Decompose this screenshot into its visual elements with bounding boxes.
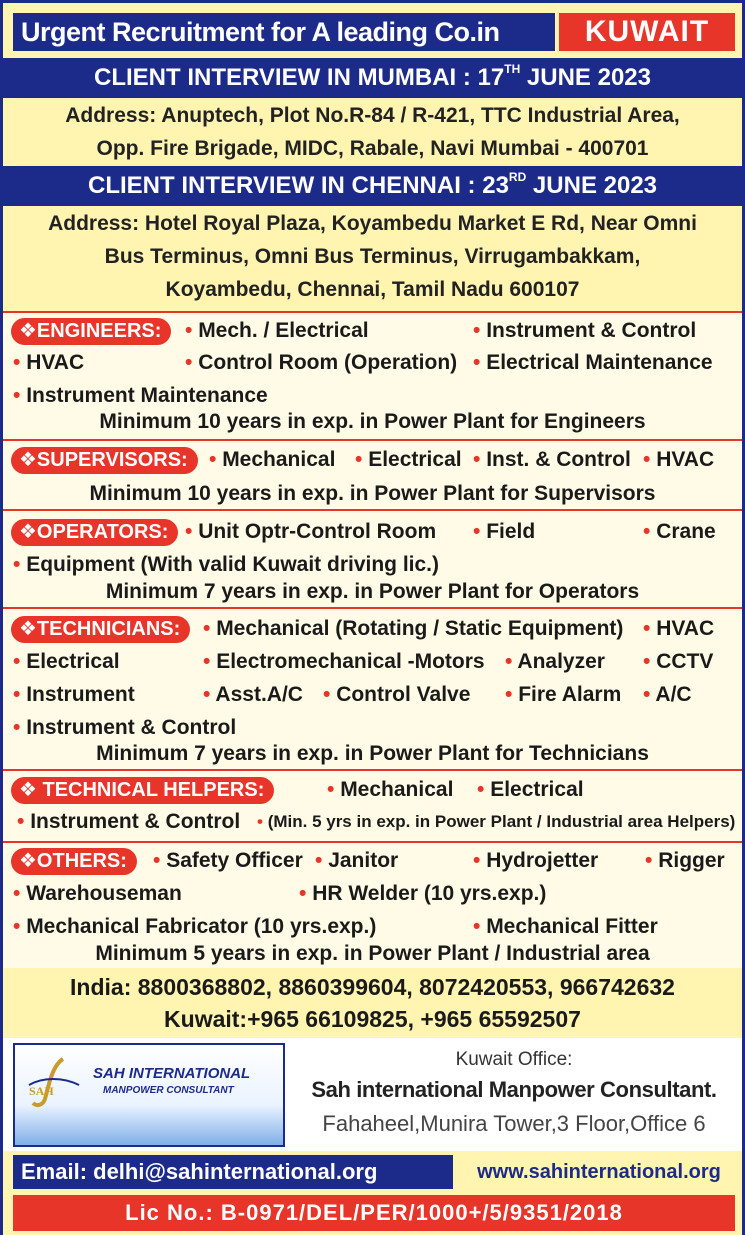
list-item: • Unit Optr-Control Room	[185, 519, 436, 545]
mumbai-interview-banner	[3, 58, 742, 98]
list-item: • Fire Alarm	[505, 682, 621, 708]
logo-title: SAH INTERNATIONAL	[93, 1065, 251, 1082]
logo-mark-text: SAH	[29, 1084, 54, 1098]
chennai-interview-month: JUNE 2023	[526, 172, 658, 199]
mumbai-interview-text: CLIENT INTERVIEW IN MUMBAI : 17	[94, 64, 505, 91]
engineers-label: ❖ENGINEERS:	[11, 318, 171, 345]
mumbai-address-line: Opp. Fire Brigade, MIDC, Rabale, Navi Mumbai - 400701	[96, 137, 649, 160]
list-item: • Janitor	[315, 848, 398, 874]
list-item: • Instrument & Control	[473, 318, 696, 344]
list-item: • Instrument & Control	[13, 715, 236, 741]
list-item: • HVAC	[13, 350, 84, 376]
list-item: • Electrical	[477, 777, 584, 803]
mumbai-address	[3, 98, 742, 166]
chennai-interview-text: CLIENT INTERVIEW IN CHENNAI : 23	[87, 172, 509, 199]
list-item: • Instrument Maintenance	[13, 383, 268, 409]
engineers-requirement: Minimum 10 years in exp. in Power Plant for Engineers	[99, 410, 646, 433]
list-item: • Rigger	[645, 848, 725, 874]
office-address: Fahaheel,Munira Tower,3 Floor,Office 6	[322, 1111, 706, 1136]
email-link[interactable]: Email: delhi@sahinternational.org	[13, 1155, 453, 1189]
india-phones: India: 8800368802, 8860399604, 8072420553, 966742632	[70, 974, 675, 1000]
office-company: Sah international Manpower Consultant.	[311, 1077, 717, 1102]
website-link[interactable]: www.sahinternational.org	[477, 1161, 721, 1183]
logo-subtitle: MANPOWER CONSULTANT	[103, 1085, 234, 1096]
header	[3, 3, 742, 58]
license-number: Lic No.: B-0971/DEL/PER/1000+/5/9351/2018	[13, 1195, 735, 1231]
list-item: • Instrument & Control	[17, 809, 240, 835]
license-band	[3, 1193, 742, 1235]
list-item: • Mechanical	[209, 447, 335, 473]
list-item: • Mechanical Fitter	[473, 914, 658, 940]
country-badge: KUWAIT	[559, 13, 735, 51]
technicians-requirement: Minimum 7 years in exp. in Power Plant for Technicians	[96, 742, 649, 765]
others-requirement: Minimum 5 years in exp. in Power Plant / Industrial area	[95, 942, 650, 965]
list-item: • Control Valve	[323, 682, 470, 708]
others-section	[3, 841, 742, 968]
list-item: • Warehouseman	[13, 881, 182, 907]
technicians-label: ❖TECHNICIANS:	[11, 616, 190, 643]
list-item: • Field	[473, 519, 535, 545]
list-item: • HVAC	[643, 447, 714, 473]
helpers-note: • (Min. 5 yrs in exp. in Power Plant / Industrial area Helpers)	[257, 809, 735, 835]
company-logo	[13, 1043, 285, 1147]
technicians-section	[3, 607, 742, 769]
list-item: • Hydrojetter	[473, 848, 598, 874]
chennai-date-sup: RD	[508, 170, 527, 184]
operators-requirement: Minimum 7 years in exp. in Power Plant for Operators	[105, 580, 640, 603]
logo-emblem-icon	[23, 1055, 85, 1111]
mumbai-interview-month: JUNE 2023	[520, 64, 651, 91]
supervisors-label: ❖SUPERVISORS:	[11, 447, 198, 474]
list-item: • Instrument	[13, 682, 135, 708]
office-heading: Kuwait Office:	[455, 1049, 573, 1070]
list-item: • Asst.A/C	[203, 682, 303, 708]
helpers-label: ❖ TECHNICAL HELPERS:	[11, 777, 274, 804]
list-item: • Mechanical	[327, 777, 453, 803]
list-item: • A/C	[643, 682, 692, 708]
list-item: • Electromechanical -Motors	[203, 649, 485, 675]
others-label: ❖OTHERS:	[11, 848, 137, 875]
supervisors-requirement: Minimum 10 years in exp. in Power Plant for Supervisors	[89, 482, 656, 505]
chennai-address-line: Address: Hotel Royal Plaza, Koyambedu Market E Rd, Near Omni	[48, 212, 697, 235]
engineers-section	[3, 311, 742, 439]
list-item: • HR Welder (10 yrs.exp.)	[299, 881, 546, 907]
list-item: • Analyzer	[505, 649, 605, 675]
chennai-address	[3, 206, 742, 311]
list-item: • Control Room (Operation)	[185, 350, 457, 376]
footer-contact	[3, 1151, 742, 1193]
poster-title: Urgent Recruitment for A leading Co.in	[13, 13, 555, 51]
kuwait-office	[289, 1043, 739, 1141]
contacts-band	[3, 968, 742, 1038]
chennai-address-line: Bus Terminus, Omni Bus Terminus, Virrugambakkam,	[104, 245, 641, 268]
list-item: • Mechanical Fabricator (10 yrs.exp.)	[13, 914, 376, 940]
list-item: • Electrical	[355, 447, 462, 473]
list-item: • CCTV	[643, 649, 713, 675]
list-item: • HVAC	[643, 616, 714, 642]
operators-label: ❖OPERATORS:	[11, 519, 178, 546]
mumbai-date-sup: TH	[504, 62, 521, 76]
list-item: • Crane	[643, 519, 716, 545]
list-item: • Equipment (With valid Kuwait driving lic.)	[13, 552, 439, 578]
list-item: • Mech. / Electrical	[185, 318, 369, 344]
list-item: • Electrical Maintenance	[473, 350, 713, 376]
kuwait-phones: Kuwait:+965 66109825, +965 65592507	[164, 1006, 581, 1032]
operators-section	[3, 509, 742, 607]
list-item: • Electrical	[13, 649, 120, 675]
chennai-address-line: Koyambedu, Chennai, Tamil Nadu 600107	[165, 278, 580, 301]
list-item: • Safety Officer	[153, 848, 303, 874]
mumbai-address-line: Address: Anuptech, Plot No.R-84 / R-421, TTC Industrial Area,	[65, 104, 680, 127]
list-item: • Inst. & Control	[473, 447, 631, 473]
chennai-interview-banner	[3, 166, 742, 206]
helpers-section	[3, 769, 742, 841]
supervisors-section	[3, 439, 742, 509]
list-item: • Mechanical (Rotating / Static Equipment)	[203, 616, 623, 642]
